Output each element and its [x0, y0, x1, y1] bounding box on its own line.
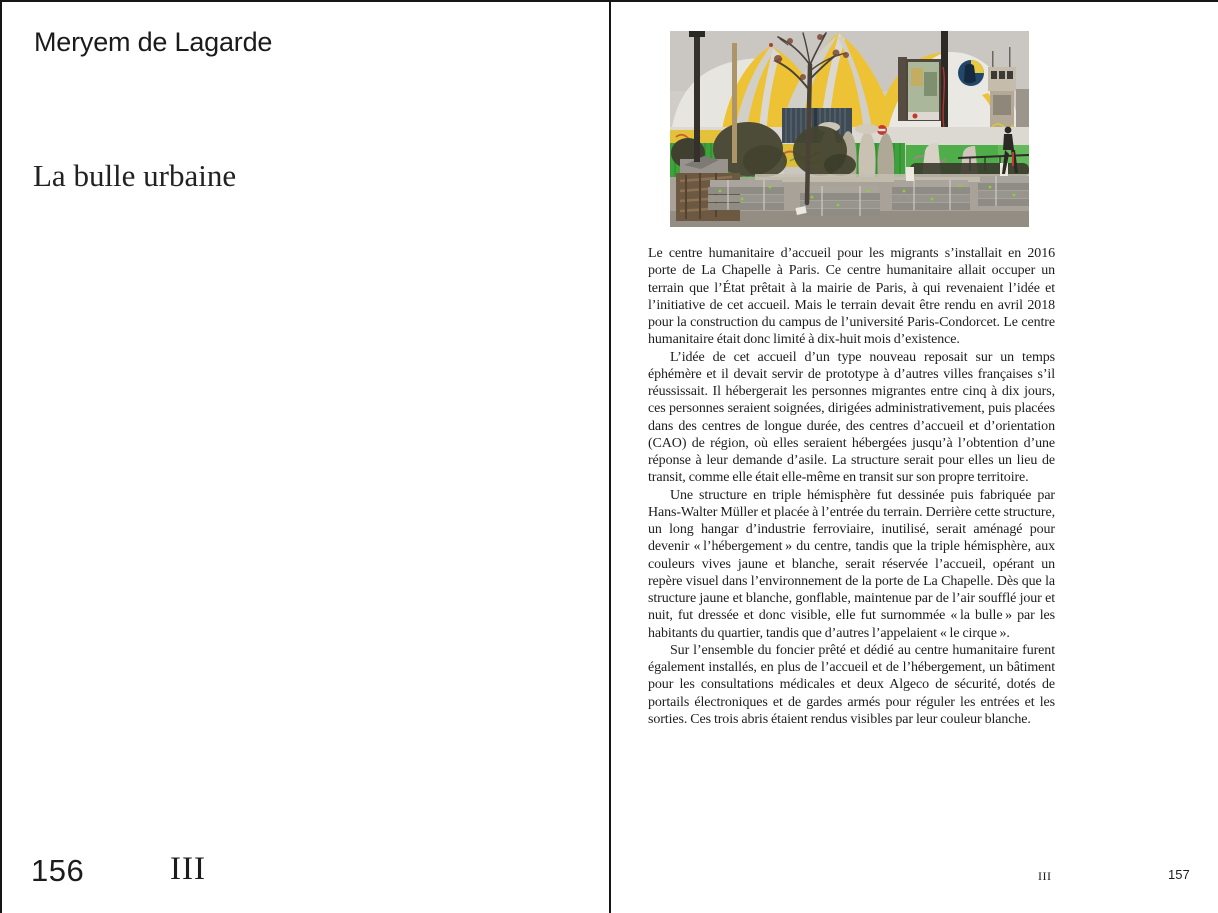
article-text	[648, 245, 1055, 728]
photo-la-bulle	[670, 31, 1029, 227]
part-number-right: III	[1038, 869, 1052, 883]
billboard	[898, 57, 941, 121]
dome-mural	[958, 60, 984, 86]
paragraph-2: L’idée de cet accueil d’un type nouveau reposait sur un temps éphémère et il devait servir de prototype à d’autres villes françaises s’il réussissait. Il hébergerait les personnes migrantes entre cinq à dix jours, ces personnes seraient soignées, dirigées administrativement, puis placées dans des centres de longue durée, des centres d’accueil et d’orientation (CAO) de région, où elles seraient hébergées jusqu’à l’obtention d’une réponse à leur demande d’asile. La structure serait pour elles un lieu de transit, comme elle était elle-même en transit sur son propre territoire.	[648, 349, 1055, 486]
author-name: Meryem de Lagarde	[34, 27, 273, 57]
page-number-left: 156	[31, 853, 85, 888]
part-number-left: III	[170, 851, 206, 887]
page-gutter-rule	[609, 2, 611, 913]
essay-title: La bulle urbaine	[33, 158, 237, 193]
tan-pole	[732, 43, 737, 163]
paragraph-1: Le centre humanitaire d’accueil pour les migrants s’installait en 2016 porte de La Chapelle à Paris. Ce centre humanitaire allait occuper un terrain que l’État prêtait à la mairie de Paris, à qui revenaient l’idée et l’initiative de cet accueil. Mais le terrain devait être rendu en avril 2018 pour la construction du campus de l’université Paris-Condorcet. Le centre humanitaire était donc limité à dix-huit mois d’existence.	[648, 246, 1055, 348]
photo-illustration	[670, 31, 1029, 227]
paragraph-4: Sur l’ensemble du foncier prêté et dédié au centre humanitaire furent également installés, en plus de l’accueil et de l’hébergement, un bâtiment pour les consultations médicales et deux Algeco de sécurité, dotés de portails électroniques et de gardes armés pour réguler les entrées et les sorties. Ces trois abris étaient rendus visibles par leur couleur blanche.	[648, 642, 1055, 727]
paragraph-3: Une structure en triple hémisphère fut dessinée puis fabriquée par Hans-Walter Müller et placée à l’entrée du terrain. Derrière cette structure, un long hangar d’industrie ferroviaire, inutilisé, serait aménagé pour devenir « l’hébergement » du centre, tandis que la triple hémisphère, aux couleurs vives jaune et blanche, serait réservée l’accueil, opérant un repère visuel dans l’environnement de la porte de La Chapelle. Dès que la structure jaune et blanche, gonflable, maintenue par de l’air soufflé jour et nuit, fut dressée et donc visible, elle fut surnommée « la bulle » par les habitants du quartier, tandis que d’autres l’appelaient « le cirque ».	[648, 487, 1055, 641]
page-number-right: 157	[1168, 867, 1190, 882]
